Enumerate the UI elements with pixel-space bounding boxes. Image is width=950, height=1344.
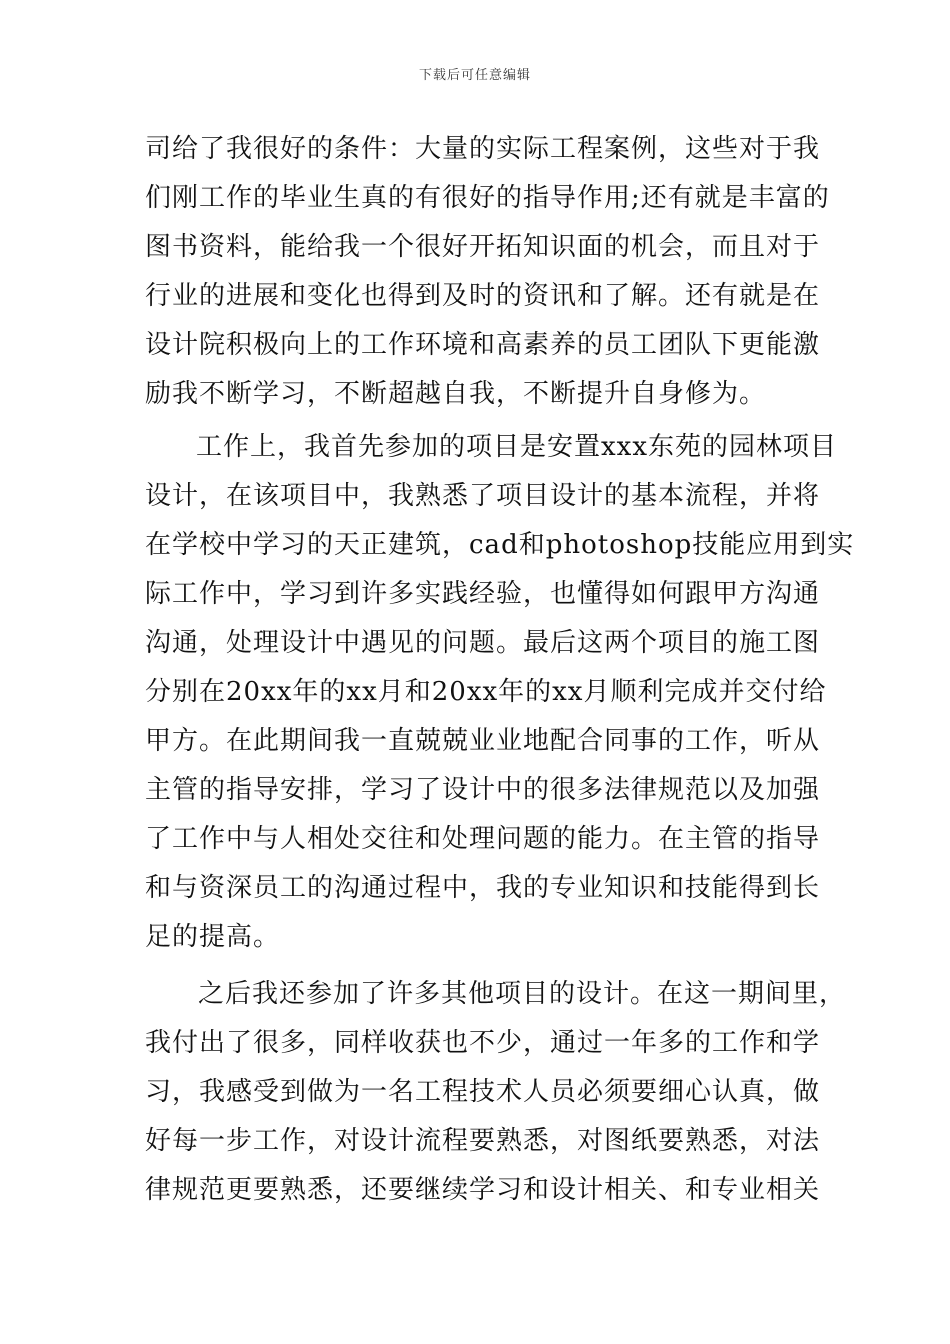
text-line: 我付出了很多，同样收获也不少，通过一年多的工作和学 (145, 1028, 821, 1058)
text-line: 习，我感受到做为一名工程技术人员必须要细心认真，做 (145, 1077, 821, 1107)
text-line: 甲方。在此期间我一直兢兢业业地配合同事的工作，听从 (145, 726, 821, 756)
page-header: 下载后可任意编辑 (418, 68, 531, 83)
text-line: 和与资深员工的沟通过程中，我的专业知识和技能得到长 (145, 873, 821, 903)
text-line: 在学校中学习的天正建筑，cad和photoshop技能应用到实 (145, 530, 855, 560)
text-line: 好每一步工作，对设计流程要熟悉，对图纸要熟悉，对法 (145, 1126, 821, 1156)
text-line: 设计，在该项目中，我熟悉了项目设计的基本流程，并将 (145, 481, 821, 511)
text-line: 司给了我很好的条件：大量的实际工程案例，这些对于我 (145, 134, 821, 164)
text-line: 足的提高。 (145, 922, 281, 952)
text-line: 了工作中与人相处交往和处理问题的能力。在主管的指导 (145, 824, 821, 854)
text-line: 分别在20xx年的xx月和20xx年的xx月顺利完成并交付给 (145, 677, 827, 707)
text-line: 沟通，处理设计中遇见的问题。最后这两个项目的施工图 (145, 628, 821, 658)
text-line: 主管的指导安排，学习了设计中的很多法律规范以及加强 (145, 775, 821, 805)
text-line: 律规范更要熟悉，还要继续学习和设计相关、和专业相关 (145, 1175, 821, 1205)
text-line: 图书资料，能给我一个很好开拓知识面的机会，而且对于 (145, 232, 821, 262)
text-line: 励我不断学习，不断超越自我，不断提升自身修为。 (145, 379, 767, 409)
paragraph-first-line: 之后我还参加了许多其他项目的设计。在这一期间里， (198, 979, 847, 1009)
text-line: 际工作中，学习到许多实践经验，也懂得如何跟甲方沟通 (145, 579, 821, 609)
paragraph-first-line: 工作上，我首先参加的项目是安置xxx东苑的园林项目 (196, 432, 837, 462)
text-line: 设计院积极向上的工作环境和高素养的员工团队下更能激 (145, 330, 821, 360)
text-line: 们刚工作的毕业生真的有很好的指导作用;还有就是丰富的 (145, 183, 830, 213)
text-line: 行业的进展和变化也得到及时的资讯和了解。还有就是在 (145, 281, 821, 311)
